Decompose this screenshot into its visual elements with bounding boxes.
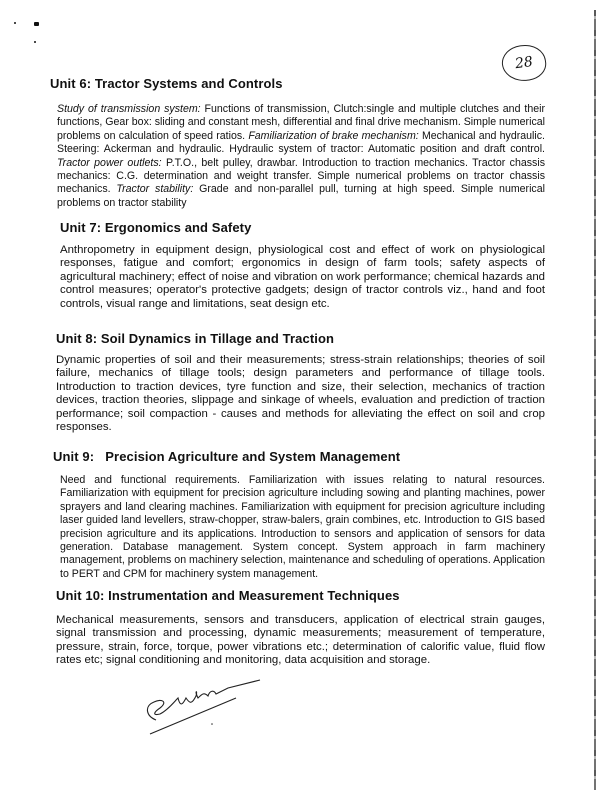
scan-speck	[14, 22, 16, 24]
term-brake: Familiarization of brake mechanism:	[248, 129, 419, 142]
unit-10-title: Unit 10: Instrumentation and Measurement Techniques	[56, 588, 400, 603]
unit-7-title: Unit 7: Ergonomics and Safety	[60, 220, 252, 235]
scan-edge-line	[594, 10, 596, 790]
body-text: Functions of transmission, Clutch:single and multiple clutches and their functions, Gear box: sliding and constant mesh, differential and final drive mechanism. Simple numerical problems on calculation of speed ratios.	[57, 103, 545, 142]
term-stability: Tractor stability:	[116, 183, 194, 196]
signature-icon	[138, 676, 268, 736]
page-number-text: 28	[514, 53, 534, 73]
body-text: P.T.O., belt pulley, drawbar. Introduction to traction mechanics. Tractor chassis mechanics: C.G. determination and weight transfer. Simple numerical problems on tractor chassis mechanics.	[57, 156, 545, 196]
scan-speck	[34, 22, 39, 26]
body-text: Grade and non-parallel pull, turning at high speed. Simple numerical problems on tractor stability	[57, 183, 545, 209]
unit-8-title: Unit 8: Soil Dynamics in Tillage and Traction	[56, 331, 335, 346]
unit-9-body: Need and functional requirements. Familiarization with issues relating to natural resources. Familiarization with equipment for precision agriculture including sowing and planting machines, power sprayers and land clearing machines. Familiarization with equipment for precision agriculture including laser guided land levellers, straw-chopper, straw-balers, grain combines, etc. Introduction to GIS based precision agriculture and its applications. Introduction to sensors and application of sensors for data generation. Database management. System concept. System approach in farm machinery management, problems on machinery selection, maintenance and scheduling of operations. Application to PERT and CPM for machinery system management.	[60, 474, 545, 580]
page-number	[500, 42, 549, 84]
unit-7-body: Anthropometry in equipment design, physiological cost and effect of work on physiological responses, fatigue and comfort; ergonomics in design of farm tools; safety aspects of agricultural machinery; effect of noise and vibration on work performance; chemical hazards and control measures; operator's protective gadgets; design of tractor controls viz., hand and foot controls, visual range and limitations, seat design etc.	[60, 244, 545, 310]
unit-6-title: Unit 6: Tractor Systems and Controls	[50, 76, 283, 91]
term-power-outlets: Tractor power outlets:	[57, 156, 162, 169]
unit-9-title: Unit 9: Precision Agriculture and System Management	[53, 449, 401, 464]
unit-10-body: Mechanical measurements, sensors and transducers, application of electrical strain gauges, signal transmission and processing, dynamic measurements; measurement of temperature, pressure, strain, force, torque, power vibrations etc.; determination of calorific value, fluid flow rates etc; signal conditioning and monitoring, data acquisition and storage.	[56, 614, 545, 667]
body-text: Mechanical and hydraulic. Steering: Ackerman and hydraulic. Hydraulic system of tractor: Automatic position and draft control.	[57, 129, 545, 156]
scan-speck	[34, 41, 36, 43]
term-transmission: Study of transmission system:	[57, 103, 201, 115]
unit-8-body: Dynamic properties of soil and their measurements; stress-strain relationships; theories of soil failure, mechanics of tillage tools; design parameters and performance of tillage tools. Introduction to traction devices, tyre function and size, their selection, mechanics of traction devices, traction theories, slippage and sinkage of wheels, evaluation and prediction of traction performance; soil compaction - causes and methods for alleviating the effect on soil and crop responses.	[56, 354, 545, 434]
unit-6-body	[57, 103, 545, 210]
